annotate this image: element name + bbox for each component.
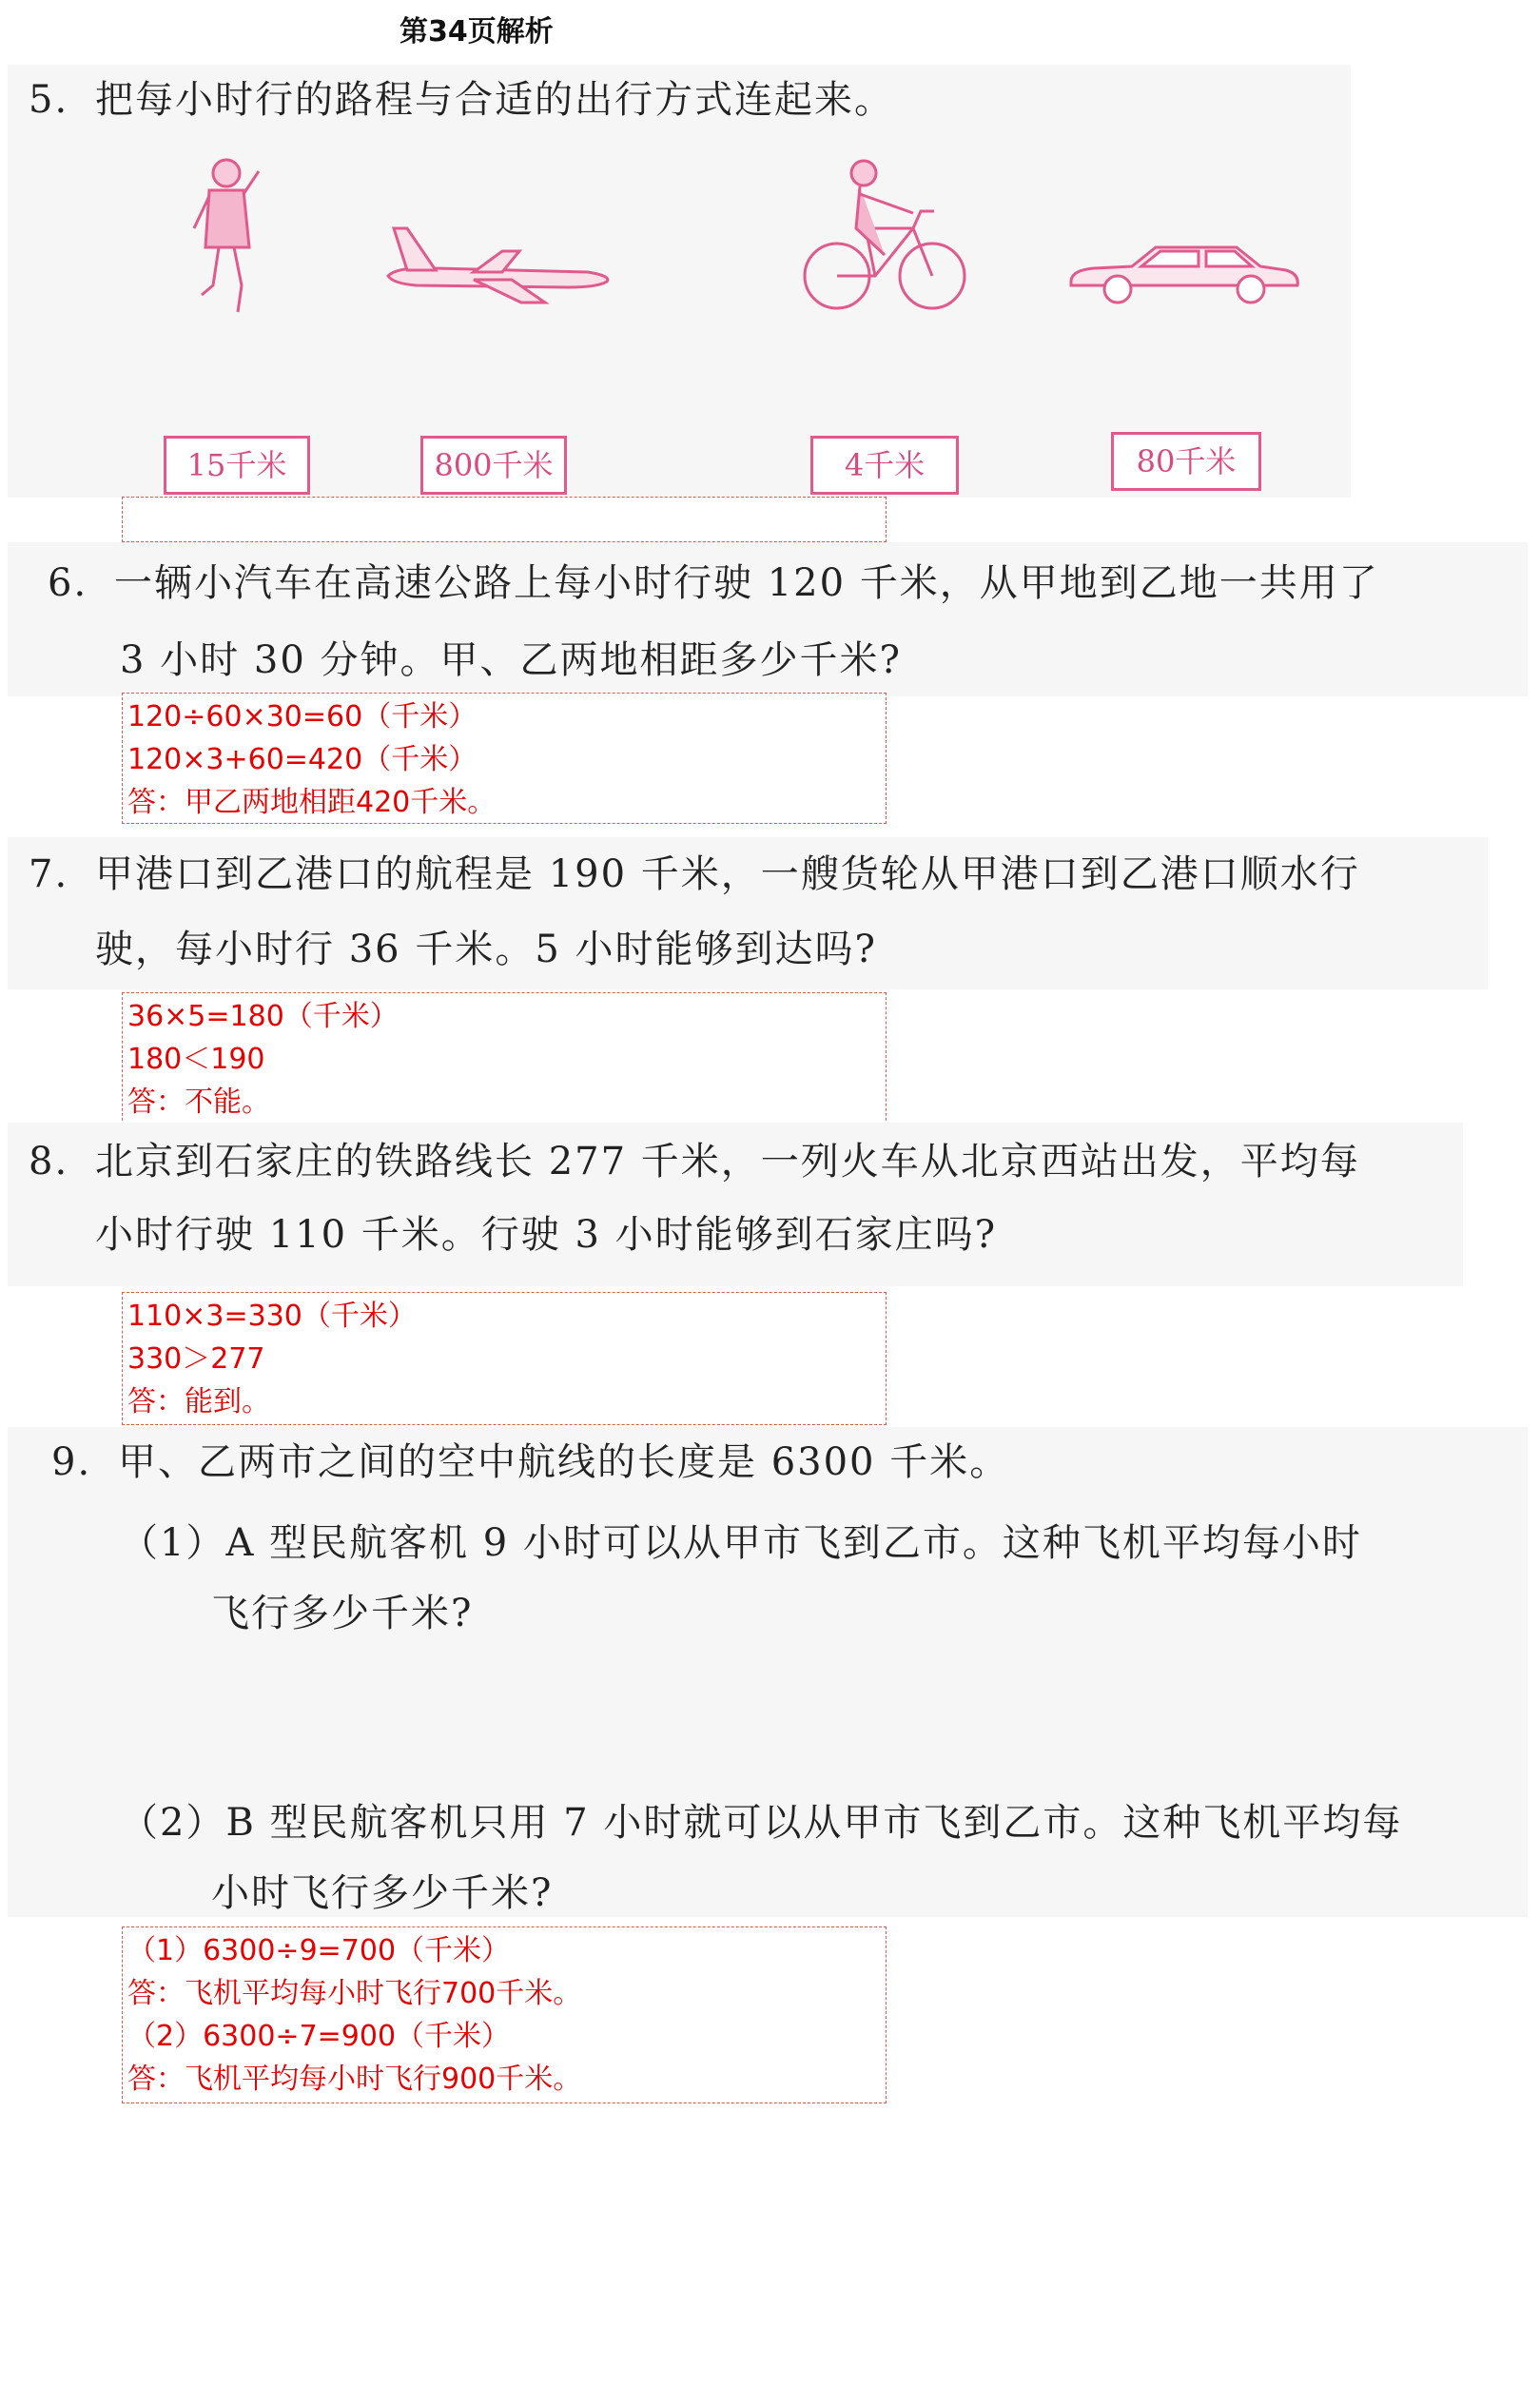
answer-line: 答：不能。 xyxy=(127,1085,270,1119)
q5-number: 5. xyxy=(29,78,69,122)
answer-line: 答：飞机平均每小时飞行700千米。 xyxy=(127,1977,582,2010)
answer-line: 答：飞机平均每小时飞行900千米。 xyxy=(127,2063,582,2096)
q6-answer-box xyxy=(122,693,887,824)
q9-sub1-line2: 飞行多少千米? xyxy=(211,1592,474,1635)
q9-line1: 9. 甲、乙两市之间的空中航线的长度是 6300 千米。 xyxy=(51,1427,1009,1497)
q6-number: 6. xyxy=(48,561,88,605)
walking-girl-icon xyxy=(181,152,276,319)
q8-line2: 小时行驶 110 千米。行驶 3 小时能够到石家庄吗? xyxy=(95,1213,998,1257)
q9-sub2-line2: 小时飞行多少千米? xyxy=(211,1871,554,1915)
q8-answer-box xyxy=(122,1292,887,1425)
answer-line: 120×3+60=420（千米） xyxy=(127,743,478,776)
q5-answer-box xyxy=(122,497,887,542)
q5-prompt xyxy=(29,65,894,135)
q7-line1: 7. 甲港口到乙港口的航程是 190 千米，一艘货轮从甲港口到乙港口顺水行 xyxy=(29,839,1360,909)
q5-text: 把每小时行的路程与合适的出行方式连起来。 xyxy=(95,78,894,122)
q9-sub2-line1: （2）B 型民航客机只用 7 小时就可以从甲市飞到乙市。这种飞机平均每 xyxy=(120,1801,1403,1845)
answer-line: 180＜190 xyxy=(127,1043,265,1076)
distance-box-1: 15千米 xyxy=(164,436,310,495)
page-title: 第34页解析 xyxy=(400,15,554,49)
answer-line: 36×5=180（千米） xyxy=(127,1000,399,1033)
q7-answer-box xyxy=(122,992,887,1125)
answer-line: 答：甲乙两地相距420千米。 xyxy=(127,786,497,819)
answer-line: （1）6300÷9=700（千米） xyxy=(127,1934,511,1967)
q7-line2: 驶，每小时行 36 千米。5 小时能够到达吗? xyxy=(95,928,877,971)
distance-box-3: 4千米 xyxy=(810,436,959,495)
answer-line: 答：能到。 xyxy=(127,1385,270,1418)
answer-line: 120÷60×30=60（千米） xyxy=(127,700,478,733)
answer-line: （2）6300÷7=900（千米） xyxy=(127,2020,511,2053)
airplane-icon xyxy=(379,219,616,309)
answer-line: 330＞277 xyxy=(127,1342,265,1376)
q8-line1: 8. 北京到石家庄的铁路线长 277 千米，一列火车从北京西站出发，平均每 xyxy=(29,1126,1360,1197)
bicycle-rider-icon xyxy=(799,152,970,319)
q7-number: 7. xyxy=(29,852,69,896)
car-icon xyxy=(1065,234,1303,310)
q9-sub1-line1: （1）A 型民航客机 9 小时可以从甲市飞到乙市。这种飞机平均每小时 xyxy=(120,1521,1362,1565)
distance-box-2: 800千米 xyxy=(420,436,567,495)
distance-box-4: 80千米 xyxy=(1111,432,1261,491)
q6-line2: 3 小时 30 分钟。甲、乙两地相距多少千米? xyxy=(120,638,902,682)
q6-line1: 6. 一辆小汽车在高速公路上每小时行驶 120 千米，从甲地到乙地一共用了 xyxy=(48,548,1379,618)
q9-answer-box xyxy=(122,1926,887,2103)
answer-line: 110×3=330（千米） xyxy=(127,1300,417,1333)
q8-number: 8. xyxy=(29,1140,69,1183)
q9-number: 9. xyxy=(51,1440,92,1484)
